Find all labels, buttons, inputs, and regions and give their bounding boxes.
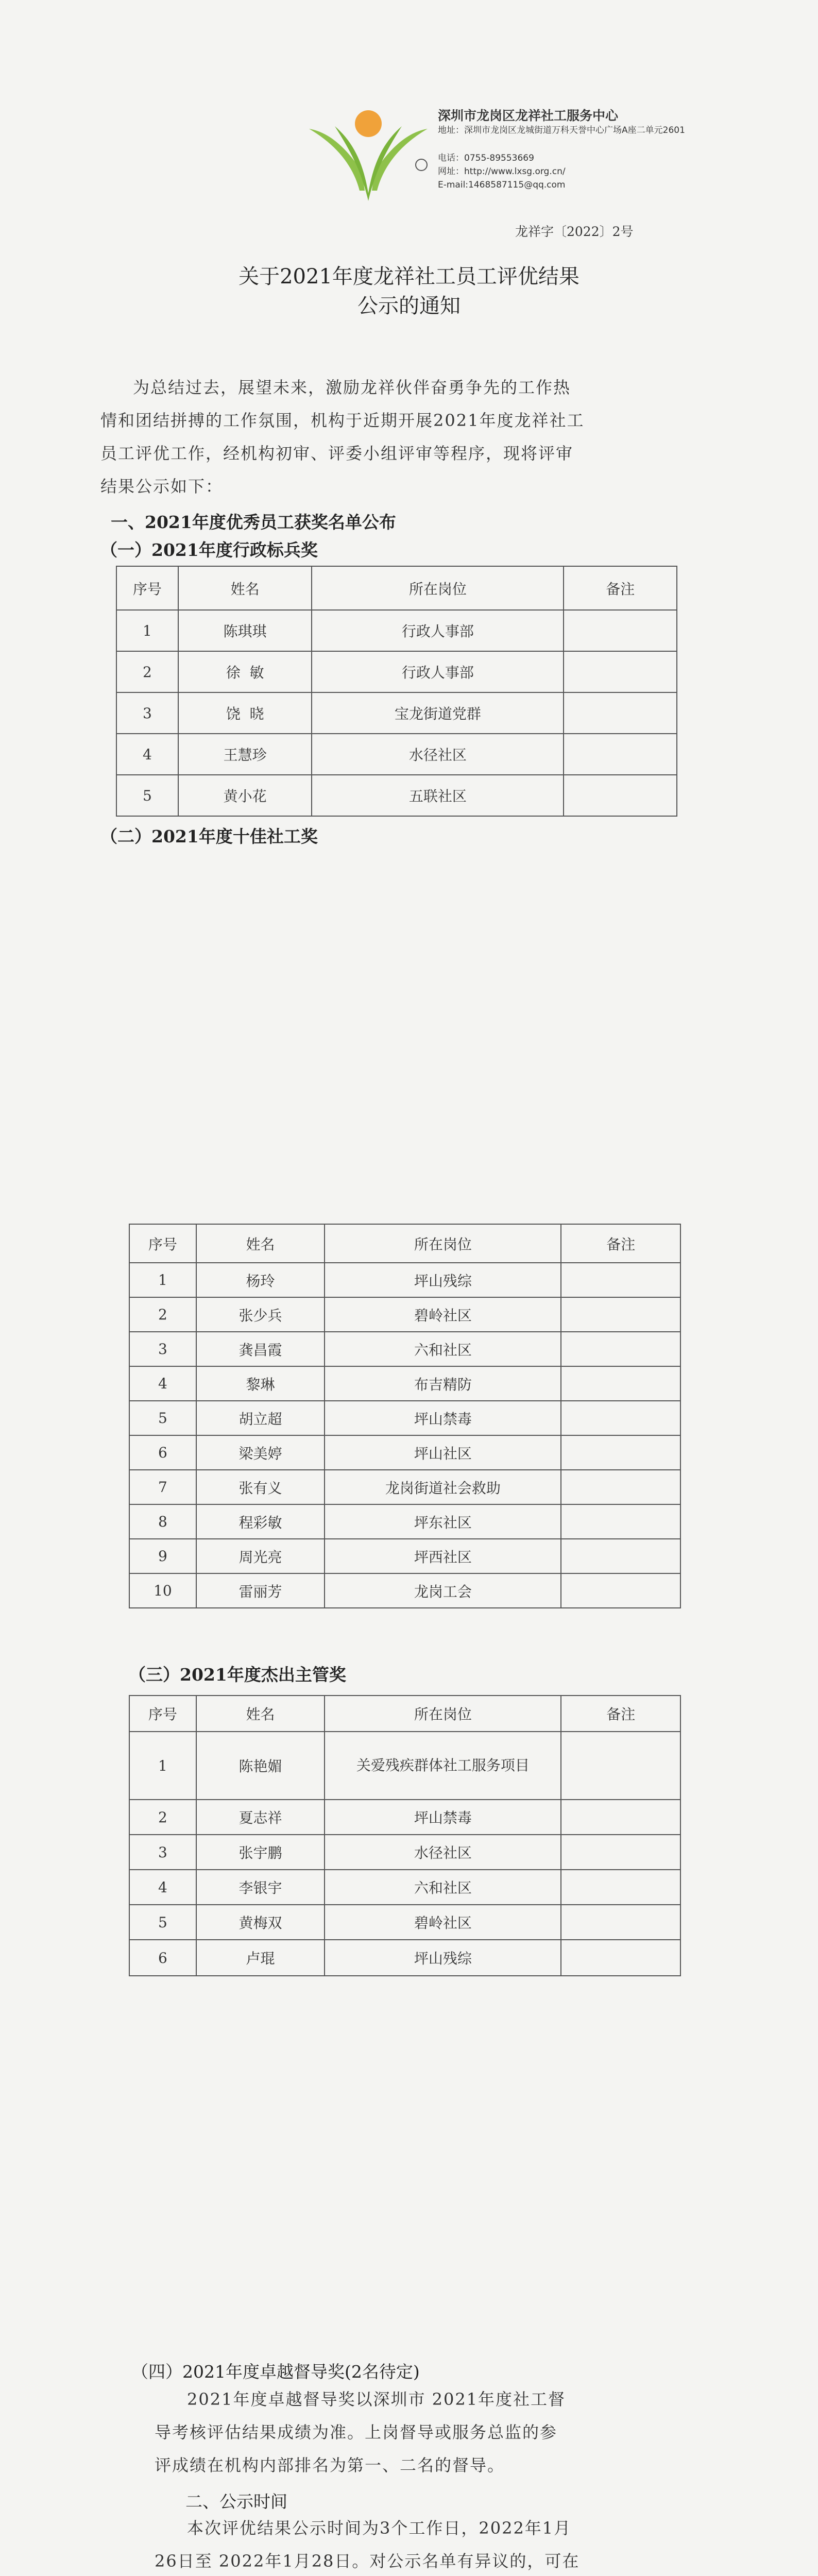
table-header-row: [116, 566, 677, 610]
letterhead-email: E-mail:1468587115@qq.com: [438, 180, 566, 190]
letterhead-address: 地址：深圳市龙岗区龙城街道万科天誉中心广场A座二单元2601: [438, 125, 685, 135]
table-row: [129, 1870, 680, 1905]
cell-number: 2: [129, 1297, 196, 1332]
cell-name: 梁美婷: [196, 1435, 325, 1470]
cell-number: 1: [129, 1732, 196, 1800]
col-header-name: 姓名: [178, 566, 312, 610]
organization-logo: [304, 106, 433, 204]
cell-remarks: [564, 734, 677, 775]
page-title: 关于2021年度龙祥社工员工评优结果: [238, 265, 580, 289]
cell-name: 徐 敏: [178, 651, 312, 692]
cell-remarks: [561, 1470, 680, 1504]
sub3-heading: （三）2021年度杰出主管奖: [129, 1665, 346, 1685]
intro-line: 情和团结拼搏的工作氛围，机构于近期开展2021年度龙祥社工: [100, 411, 585, 430]
col-header-remarks: 备注: [561, 1224, 680, 1263]
table-outstanding-supervisor: [129, 1695, 681, 1976]
sub1-heading: （一）2021年度行政标兵奖: [100, 540, 318, 560]
table-row: [116, 651, 677, 692]
cell-number: 5: [116, 775, 178, 816]
cell-post: 行政人事部: [312, 651, 564, 692]
cell-post: 龙岗街道社会救助: [325, 1470, 561, 1504]
cell-post: 坪山残综: [325, 1263, 561, 1297]
cell-name: 夏志祥: [196, 1800, 325, 1835]
sub2-heading: （二）2021年度十佳社工奖: [100, 826, 318, 846]
cell-name: 黎琳: [196, 1366, 325, 1401]
sub4-text-line: 2021年度卓越督导奖以深圳市 2021年度社工督: [187, 2389, 566, 2409]
table-row: [129, 1573, 680, 1608]
table-row: [129, 1800, 680, 1835]
cell-remarks: [561, 1573, 680, 1608]
cell-number: 3: [116, 692, 178, 734]
table-row: [129, 1732, 680, 1800]
cell-number: 1: [129, 1263, 196, 1297]
cell-number: 7: [129, 1470, 196, 1504]
cell-name: 张宇鹏: [196, 1835, 325, 1870]
page-title-line2: 公示的通知: [357, 294, 461, 318]
cell-name: 李银宇: [196, 1870, 325, 1905]
cell-number: 9: [129, 1539, 196, 1573]
letterhead-phone: 电话：0755-89553669: [438, 153, 534, 163]
cell-post: 坪山禁毒: [325, 1800, 561, 1835]
cell-remarks: [561, 1835, 680, 1870]
col-header-number: 序号: [116, 566, 178, 610]
section2-text-line: 26日至 2022年1月28日。对公示名单有异议的，可在: [155, 2551, 580, 2571]
table-row: [129, 1435, 680, 1470]
table-row: [129, 1263, 680, 1297]
col-header-name: 姓名: [196, 1696, 325, 1732]
cell-remarks: [561, 1905, 680, 1940]
col-header-post: 所在岗位: [325, 1696, 561, 1732]
section2-text-line: 本次评优结果公示时间为3个工作日，2022年1月: [187, 2518, 572, 2538]
col-header-remarks: 备注: [561, 1696, 680, 1732]
cell-post: 五联社区: [312, 775, 564, 816]
table-row: [129, 1905, 680, 1940]
cell-number: 4: [116, 734, 178, 775]
col-header-remarks: 备注: [564, 566, 677, 610]
cell-post: 坪山残综: [325, 1940, 561, 1976]
cell-remarks: [564, 775, 677, 816]
cell-post: 布吉精防: [325, 1366, 561, 1401]
cell-number: 5: [129, 1401, 196, 1435]
col-header-number: 序号: [129, 1696, 196, 1732]
table-administrative-award: [116, 566, 677, 817]
cell-number: 8: [129, 1504, 196, 1539]
cell-number: 2: [116, 651, 178, 692]
cell-name: 张少兵: [196, 1297, 325, 1332]
cell-post: 坪东社区: [325, 1504, 561, 1539]
cell-remarks: [561, 1366, 680, 1401]
sub4-text-line: 导考核评估结果成绩为准。上岗督导或服务总监的参: [155, 2422, 558, 2442]
cell-name: 黄小花: [178, 775, 312, 816]
letterhead-org-name: 深圳市龙岗区龙祥社工服务中心: [438, 108, 619, 123]
cell-remarks: [561, 1401, 680, 1435]
col-header-name: 姓名: [196, 1224, 325, 1263]
col-header-post: 所在岗位: [325, 1224, 561, 1263]
cell-post: 碧岭社区: [325, 1905, 561, 1940]
cell-name: 王慧珍: [178, 734, 312, 775]
table-row: [129, 1401, 680, 1435]
cell-post: 坪山社区: [325, 1435, 561, 1470]
cell-post: 关爱残疾群体社工服务项目: [325, 1732, 561, 1800]
cell-post: 六和社区: [325, 1870, 561, 1905]
cell-remarks: [561, 1800, 680, 1835]
cell-name: 饶 晓: [178, 692, 312, 734]
cell-post: 水径社区: [325, 1835, 561, 1870]
cell-remarks: [561, 1940, 680, 1976]
table-row: [116, 734, 677, 775]
table-row: [129, 1504, 680, 1539]
cell-remarks: [561, 1435, 680, 1470]
cell-post: 坪山禁毒: [325, 1401, 561, 1435]
cell-name: 卢琨: [196, 1940, 325, 1976]
cell-remarks: [561, 1732, 680, 1800]
cell-number: 10: [129, 1573, 196, 1608]
cell-name: 陈艳媚: [196, 1732, 325, 1800]
table-row: [116, 692, 677, 734]
intro-line: 结果公示如下：: [100, 477, 224, 496]
cell-name: 张有义: [196, 1470, 325, 1504]
cell-number: 3: [129, 1835, 196, 1870]
cell-name: 黄梅双: [196, 1905, 325, 1940]
cell-number: 2: [129, 1800, 196, 1835]
table-row: [129, 1835, 680, 1870]
sub4-text-line: 评成绩在机构内部排名为第一、二名的督导。: [155, 2455, 505, 2475]
cell-post: 行政人事部: [312, 610, 564, 651]
cell-post: 坪西社区: [325, 1539, 561, 1573]
table-row: [116, 775, 677, 816]
cell-number: 6: [129, 1940, 196, 1976]
cell-remarks: [561, 1297, 680, 1332]
cell-number: 4: [129, 1366, 196, 1401]
col-header-post: 所在岗位: [312, 566, 564, 610]
cell-post: 水径社区: [312, 734, 564, 775]
cell-remarks: [561, 1504, 680, 1539]
letterhead-website: 网址：http://www.lxsg.org.cn/: [438, 166, 566, 177]
cell-name: 胡立超: [196, 1401, 325, 1435]
table-row: [129, 1297, 680, 1332]
cell-number: 3: [129, 1332, 196, 1366]
col-header-number: 序号: [129, 1224, 196, 1263]
table-header-row: [129, 1224, 680, 1263]
cell-name: 周光亮: [196, 1539, 325, 1573]
intro-line: 为总结过去，展望未来，激励龙祥伙伴奋勇争先的工作热: [133, 378, 571, 397]
cell-name: 雷丽芳: [196, 1573, 325, 1608]
cell-remarks: [561, 1332, 680, 1366]
cell-post: 碧岭社区: [325, 1297, 561, 1332]
cell-remarks: [561, 1870, 680, 1905]
table-top-ten-social-workers: [129, 1224, 681, 1608]
table-row: [129, 1539, 680, 1573]
cell-number: 5: [129, 1905, 196, 1940]
table-header-row: [129, 1696, 680, 1732]
cell-remarks: [561, 1263, 680, 1297]
cell-number: 4: [129, 1870, 196, 1905]
section2-heading: 二、公示时间: [185, 2492, 287, 2512]
cell-remarks: [561, 1539, 680, 1573]
cell-name: 杨玲: [196, 1263, 325, 1297]
cell-post: 龙岗工会: [325, 1573, 561, 1608]
cell-number: 6: [129, 1435, 196, 1470]
document-number: 龙祥字〔2022〕2号: [515, 224, 634, 239]
cell-post: 六和社区: [325, 1332, 561, 1366]
table-row: [129, 1470, 680, 1504]
cell-name: 程彩敏: [196, 1504, 325, 1539]
cell-name: 龚昌霞: [196, 1332, 325, 1366]
cell-remarks: [564, 692, 677, 734]
table-row: [116, 610, 677, 651]
sub4-heading: （四）2021年度卓越督导奖(2名待定): [131, 2362, 420, 2382]
cell-number: 1: [116, 610, 178, 651]
cell-remarks: [564, 610, 677, 651]
section1-heading: 一、2021年度优秀员工获奖名单公布: [111, 512, 396, 532]
cell-name: 陈琪琪: [178, 610, 312, 651]
table-row: [129, 1366, 680, 1401]
table-row: [129, 1940, 680, 1976]
table-row: [129, 1332, 680, 1366]
intro-line: 员工评优工作，经机构初审、评委小组评审等程序，现将评审: [100, 444, 574, 463]
cell-remarks: [564, 651, 677, 692]
cell-post: 宝龙街道党群: [312, 692, 564, 734]
